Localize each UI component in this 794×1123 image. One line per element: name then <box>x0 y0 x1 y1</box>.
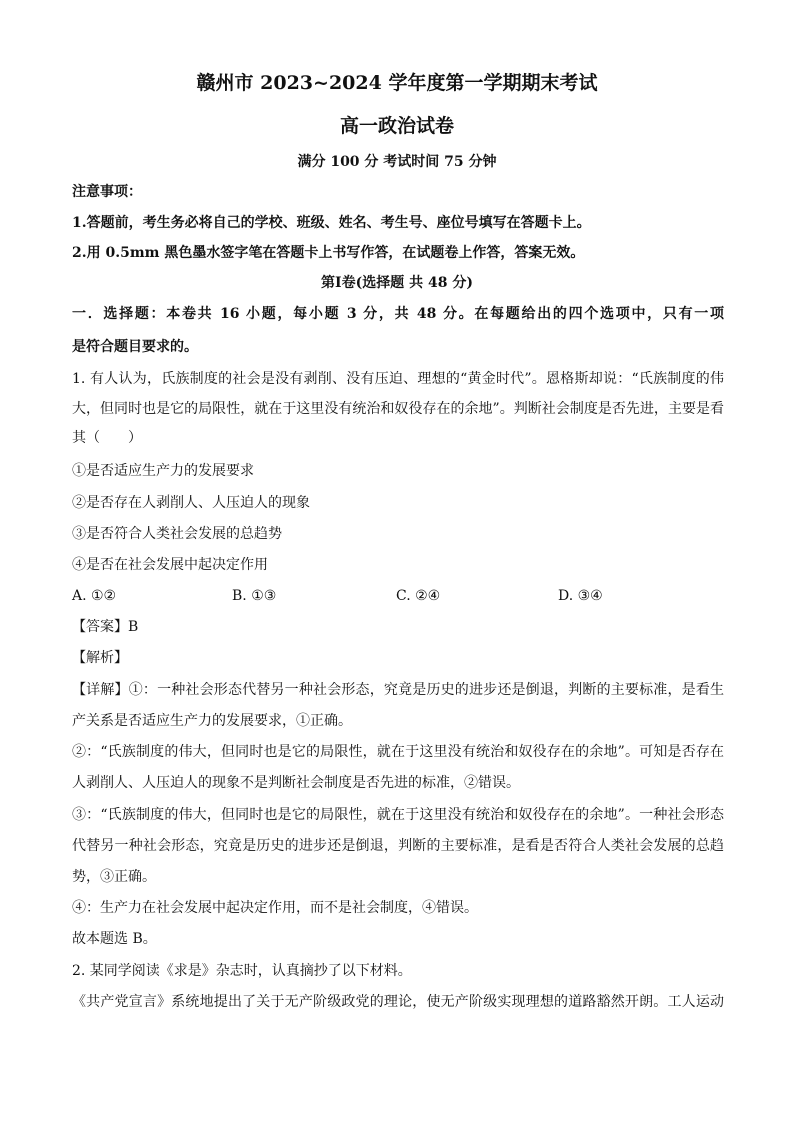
section-title: 第Ⅰ卷(选择题 共 48 分) <box>321 275 473 291</box>
q2-material-line-1: 《共产党宣言》系统地提出了关于无产阶级政党的理论，使无产阶级实现理想的道路豁然开朗。工人运动 <box>72 994 724 1010</box>
exam-subtitle: 高一政治试卷 <box>339 115 454 137</box>
q1-stem-line-2: 大，但同时也是它的局限性，就在于这里没有统治和奴役存在的余地”。判断社会制度是否先进，主要是看 <box>72 401 724 417</box>
q1-stem-line-1: 1. 有人认为，氏族制度的社会是没有剥削、没有压迫、理想的“黄金时代”。恩格斯却说：“氏族制度的伟 <box>72 371 724 387</box>
notice-heading: 注意事项： <box>72 184 142 200</box>
notice-item-2: 2.用 0.5mm 黑色墨水签字笔在答题卡上书写作答，在试题卷上作答，答案无效。 <box>72 245 585 261</box>
q1-detail-line-1: 【详解】①：一种社会形态代替另一种社会形态，究竟是历史的进步还是倒退，判断的主要标准，是看生 <box>72 682 724 698</box>
q1-option-b: B. ①③ <box>232 588 277 604</box>
q1-stem-line-3: 其（ ） <box>72 430 142 446</box>
section-instruction-line-1: 一．选择题：本卷共 16 小题，每小题 3 分，共 48 分。在每题给出的四个选项中，只有一项 <box>72 306 724 322</box>
q1-option-d: D. ③④ <box>558 588 603 604</box>
q1-detail-line-3: ②：“氏族制度的伟大，但同时也是它的局限性，就在于这里没有统治和奴役存在的余地”。可知是否存在 <box>72 744 724 760</box>
q1-statement-1: ①是否适应生产力的发展要求 <box>72 463 254 479</box>
q1-options <box>72 586 724 606</box>
notice-item-1: 1.答题前，考生务必将自己的学校、班级、姓名、考生号、座位号填写在答题卡上。 <box>72 215 591 231</box>
exam-title: 赣州市 2023~2024 学年度第一学期期末考试 <box>196 72 598 94</box>
q1-detail-line-7: 势，③正确。 <box>72 869 156 885</box>
q2-stem-line-1: 2. 某同学阅读《求是》杂志时，认真摘抄了以下材料。 <box>72 963 412 979</box>
section-instruction-line-2: 是符合题目要求的。 <box>72 339 198 355</box>
score-time-info: 满分 100 分 考试时间 75 分钟 <box>297 154 497 170</box>
q1-option-a: A. ①② <box>72 588 117 604</box>
q1-statement-2: ②是否存在人剥削人、人压迫人的现象 <box>72 495 310 511</box>
q1-option-c: C. ②④ <box>396 588 441 604</box>
q1-detail-line-8: ④：生产力在社会发展中起决定作用，而不是社会制度，④错误。 <box>72 900 478 916</box>
q1-statement-4: ④是否在社会发展中起决定作用 <box>72 557 268 573</box>
q1-detail-line-6: 代替另一种社会形态，究竟是历史的进步还是倒退，判断的主要标准，是看是否符合人类社会发展的总趋 <box>72 838 724 854</box>
q1-statement-3: ③是否符合人类社会发展的总趋势 <box>72 526 282 542</box>
q1-detail-line-4: 人剥削人、人压迫人的现象不是判断社会制度是否先进的标准，②错误。 <box>72 775 520 791</box>
q1-answer: 【答案】B <box>72 619 139 635</box>
q1-detail-line-5: ③：“氏族制度的伟大，但同时也是它的局限性，就在于这里没有统治和奴役存在的余地”。一种社会形态 <box>72 807 724 823</box>
q1-analysis-heading: 【解析】 <box>72 650 128 666</box>
q1-conclusion: 故本题选 B。 <box>72 931 157 947</box>
q1-detail-line-2: 产关系是否适应生产力的发展要求，①正确。 <box>72 713 352 729</box>
